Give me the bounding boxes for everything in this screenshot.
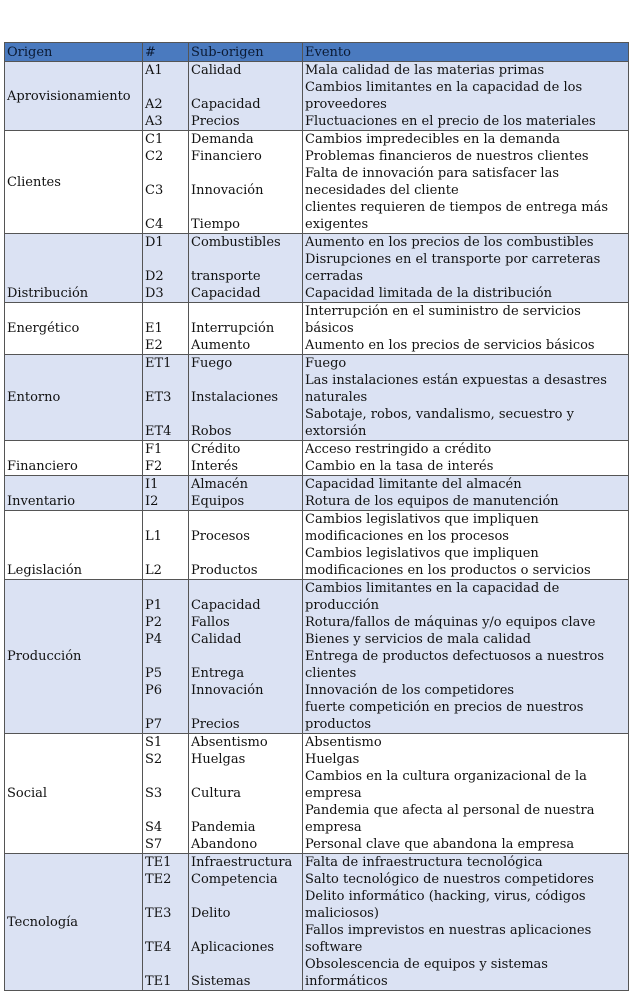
event-cell: Aumento en los precios de servicios básicos [303,337,629,355]
code-cell: S2 [143,751,189,768]
code-cell: S3 [143,768,189,802]
sub-origin-cell: Productos [189,545,303,580]
event-cell: clientes requieren de tiempos de entrega más exigentes [303,199,629,234]
table-row [5,355,629,373]
sub-origin-cell: Equipos [189,493,303,511]
origin-group [5,131,629,234]
event-cell: Absentismo [303,734,629,752]
code-cell: ET3 [143,372,189,406]
code-cell: TE4 [143,922,189,956]
origin-cell: Aprovisionamiento [5,62,143,131]
code-cell: TE3 [143,888,189,922]
event-cell: Rotura/fallos de máquinas y/o equipos clave [303,614,629,631]
event-cell: Interrupción en el suministro de servicios básicos [303,303,629,338]
code-cell: P2 [143,614,189,631]
origin-group [5,734,629,854]
event-cell: Problemas financieros de nuestros clientes [303,148,629,165]
event-cell: Falta de infraestructura tecnológica [303,854,629,872]
origin-cell: Financiero [5,441,143,476]
event-cell: Fallos imprevistos en nuestras aplicaciones software [303,922,629,956]
event-cell: Pandemia que afecta al personal de nuestra empresa [303,802,629,836]
event-cell: Sabotaje, robos, vandalismo, secuestro y extorsión [303,406,629,441]
event-cell: Personal clave que abandona la empresa [303,836,629,854]
code-cell: D2 [143,251,189,285]
table-row [5,303,629,338]
sub-origin-cell: Aplicaciones [189,922,303,956]
sub-origin-cell: Innovación [189,165,303,199]
code-cell: A2 [143,79,189,113]
table-row [5,62,629,80]
code-cell: I2 [143,493,189,511]
code-cell: F1 [143,441,189,459]
table-row [5,131,629,149]
sub-origin-cell: Capacidad [189,580,303,615]
sub-origin-cell: Competencia [189,871,303,888]
sub-origin-cell: Capacidad [189,285,303,303]
header-num: # [143,43,189,62]
sub-origin-cell: Sistemas [189,956,303,991]
event-cell: Aumento en los precios de los combustibles [303,234,629,252]
event-cell: Cambio en la tasa de interés [303,458,629,476]
sub-origin-cell: Abandono [189,836,303,854]
code-cell: D3 [143,285,189,303]
code-cell: L1 [143,511,189,546]
event-cell: Las instalaciones están expuestas a desastres naturales [303,372,629,406]
table-row [5,734,629,752]
sub-origin-cell: Precios [189,699,303,734]
sub-origin-cell: Almacén [189,476,303,494]
event-cell: Delito informático (hacking, virus, códigos maliciosos) [303,888,629,922]
table-row [5,441,629,459]
origin-cell: Producción [5,580,143,734]
sub-origin-cell: Calidad [189,631,303,648]
sub-origin-cell: Cultura [189,768,303,802]
origin-cell: Clientes [5,131,143,234]
code-cell: TE1 [143,956,189,991]
origin-group [5,511,629,580]
header-row [5,43,629,62]
event-cell: Fuego [303,355,629,373]
event-cell: Obsolescencia de equipos y sistemas informáticos [303,956,629,991]
code-cell: ET4 [143,406,189,441]
risk-table [4,42,629,991]
event-cell: Bienes y servicios de mala calidad [303,631,629,648]
origin-group [5,476,629,511]
sub-origin-cell: Interés [189,458,303,476]
event-cell: Innovación de los competidores [303,682,629,699]
code-cell: S4 [143,802,189,836]
code-cell: D1 [143,234,189,252]
event-cell: Cambios limitantes en la capacidad de los proveedores [303,79,629,113]
code-cell: P1 [143,580,189,615]
code-cell: S1 [143,734,189,752]
code-cell: E2 [143,337,189,355]
code-cell: P6 [143,682,189,699]
code-cell: C2 [143,148,189,165]
sub-origin-cell: Combustibles [189,234,303,252]
table-row [5,854,629,872]
code-cell: C3 [143,165,189,199]
sub-origin-cell: Tiempo [189,199,303,234]
origin-cell: Energético [5,303,143,355]
code-cell: C1 [143,131,189,149]
origin-cell: Entorno [5,355,143,441]
sub-origin-cell: Entrega [189,648,303,682]
sub-origin-cell: transporte [189,251,303,285]
sub-origin-cell: Pandemia [189,802,303,836]
event-cell: Cambios en la cultura organizacional de la empresa [303,768,629,802]
event-cell: Cambios legislativos que impliquen modificaciones en los productos o servicios [303,545,629,580]
table-row [5,476,629,494]
origin-cell: Inventario [5,476,143,511]
sub-origin-cell: Financiero [189,148,303,165]
sub-origin-cell: Precios [189,113,303,131]
code-cell: P7 [143,699,189,734]
event-cell: Mala calidad de las materias primas [303,62,629,80]
code-cell: ET1 [143,355,189,373]
table-row [5,511,629,546]
sub-origin-cell: Aumento [189,337,303,355]
code-cell: I1 [143,476,189,494]
event-cell: Fluctuaciones en el precio de los materiales [303,113,629,131]
code-cell: P4 [143,631,189,648]
origin-group [5,234,629,303]
sub-origin-cell: Innovación [189,682,303,699]
origin-group [5,854,629,991]
sub-origin-cell: Delito [189,888,303,922]
origin-group [5,580,629,734]
event-cell: Capacidad limitante del almacén [303,476,629,494]
event-cell: Acceso restringido a crédito [303,441,629,459]
sub-origin-cell: Infraestructura [189,854,303,872]
origin-cell: Legislación [5,511,143,580]
sub-origin-cell: Fuego [189,355,303,373]
header-evento: Evento [303,43,629,62]
code-cell: E1 [143,303,189,338]
event-cell: Cambios impredecibles en la demanda [303,131,629,149]
code-cell: S7 [143,836,189,854]
code-cell: L2 [143,545,189,580]
origin-group [5,303,629,355]
event-cell: Cambios limitantes en la capacidad de producción [303,580,629,615]
code-cell: A1 [143,62,189,80]
origin-group [5,355,629,441]
origin-group [5,441,629,476]
origin-cell: Tecnología [5,854,143,991]
sub-origin-cell: Capacidad [189,79,303,113]
sub-origin-cell: Instalaciones [189,372,303,406]
code-cell: C4 [143,199,189,234]
table-row [5,580,629,615]
sub-origin-cell: Fallos [189,614,303,631]
event-cell: Cambios legislativos que impliquen modificaciones en los procesos [303,511,629,546]
sub-origin-cell: Interrupción [189,303,303,338]
event-cell: Salto tecnológico de nuestros competidores [303,871,629,888]
sub-origin-cell: Absentismo [189,734,303,752]
code-cell: F2 [143,458,189,476]
sub-origin-cell: Robos [189,406,303,441]
event-cell: Disrupciones en el transporte por carreteras cerradas [303,251,629,285]
event-cell: Entrega de productos defectuosos a nuestros clientes [303,648,629,682]
event-cell: Huelgas [303,751,629,768]
sub-origin-cell: Demanda [189,131,303,149]
code-cell: P5 [143,648,189,682]
origin-group [5,62,629,131]
code-cell: TE2 [143,871,189,888]
header-origen: Origen [5,43,143,62]
sub-origin-cell: Crédito [189,441,303,459]
sub-origin-cell: Huelgas [189,751,303,768]
sub-origin-cell: Procesos [189,511,303,546]
code-cell: A3 [143,113,189,131]
header-sub-origen: Sub-origen [189,43,303,62]
table-row [5,234,629,252]
event-cell: Rotura de los equipos de manutención [303,493,629,511]
event-cell: fuerte competición en precios de nuestros productos [303,699,629,734]
origin-cell: Distribución [5,234,143,303]
sub-origin-cell: Calidad [189,62,303,80]
code-cell: TE1 [143,854,189,872]
origin-cell: Social [5,734,143,854]
event-cell: Falta de innovación para satisfacer las necesidades del cliente [303,165,629,199]
event-cell: Capacidad limitada de la distribución [303,285,629,303]
